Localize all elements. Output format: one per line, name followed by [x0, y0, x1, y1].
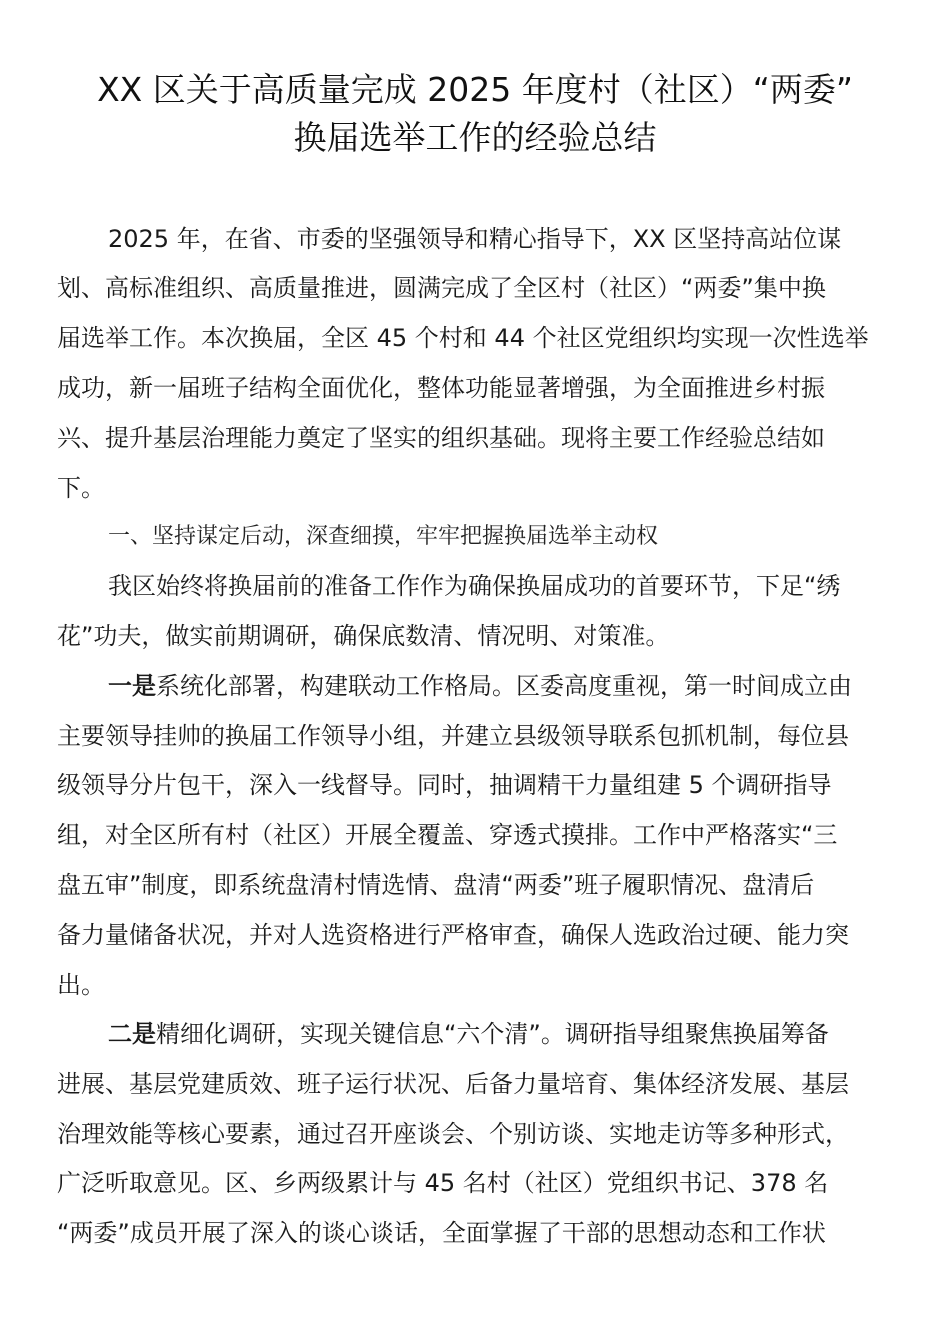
intro-line: 下。 [57, 474, 105, 502]
point-1-line: 主要领导挂帅的换届工作领导小组，并建立县级领导联系包抓机制，每位县 [57, 722, 849, 750]
point-1-lead: 一是 [108, 672, 156, 700]
intro-line: 届选举工作。本次换届，全区 45 个村和 44 个社区党组织均实现一次性选举 [57, 324, 869, 352]
point-2-line: “两委”成员开展了深入的谈心谈话，全面掌握了干部的思想动态和工作状 [57, 1219, 826, 1247]
point-2-line: 广泛听取意见。区、乡两级累计与 45 名村（社区）党组织书记、378 名 [57, 1169, 829, 1197]
point-1-line: 级领导分片包干，深入一线督导。同时，抽调精干力量组建 5 个调研指导 [57, 771, 832, 799]
point-1-text: 系统化部署，构建联动工作格局。区委高度重视，第一时间成立由 [156, 672, 852, 700]
section-1-intro-line: 我区始终将换届前的准备工作作为确保换届成功的首要环节，下足“绣 [108, 572, 841, 600]
point-2-line [108, 1017, 829, 1051]
point-2-text: 精细化调研，实现关键信息“六个清”。调研指导组聚焦换届筹备 [156, 1020, 829, 1048]
intro-line: 兴、提升基层治理能力奠定了坚实的组织基础。现将主要工作经验总结如 [57, 424, 825, 452]
document-title-line-2: 换届选举工作的经验总结 [293, 118, 657, 157]
point-1-line [108, 669, 852, 703]
point-2-line: 进展、基层党建质效、班子运行状况、后备力量培育、集体经济发展、基层 [57, 1070, 849, 1098]
intro-line: 2025 年，在省、市委的坚强领导和精心指导下，XX 区坚持高站位谋 [108, 225, 842, 253]
point-1-line: 备力量储备状况，并对人选资格进行严格审查，确保人选政治过硬、能力突 [57, 921, 849, 949]
point-2-line: 治理效能等核心要素，通过召开座谈会、个别访谈、实地走访等多种形式， [57, 1120, 849, 1148]
section-1-intro-line: 花”功夫，做实前期调研，确保底数清、情况明、对策准。 [57, 622, 670, 650]
section-1-heading: 一、坚持谋定后动，深查细摸，牢牢把握换届选举主动权 [108, 524, 659, 549]
document-title-line-1: XX 区关于高质量完成 2025 年度村（社区）“两委” [97, 70, 853, 109]
point-1-line: 组，对全区所有村（社区）开展全覆盖、穿透式摸排。工作中严格落实“三 [57, 821, 838, 849]
intro-line: 成功，新一届班子结构全面优化，整体功能显著增强，为全面推进乡村振 [57, 374, 825, 402]
point-1-line: 出。 [57, 971, 105, 999]
point-2-lead: 二是 [108, 1020, 156, 1048]
intro-line: 划、高标准组织、高质量推进，圆满完成了全区村（社区）“两委”集中换 [57, 274, 826, 302]
point-1-line: 盘五审”制度，即系统盘清村情选情、盘清“两委”班子履职情况、盘清后 [57, 871, 815, 899]
